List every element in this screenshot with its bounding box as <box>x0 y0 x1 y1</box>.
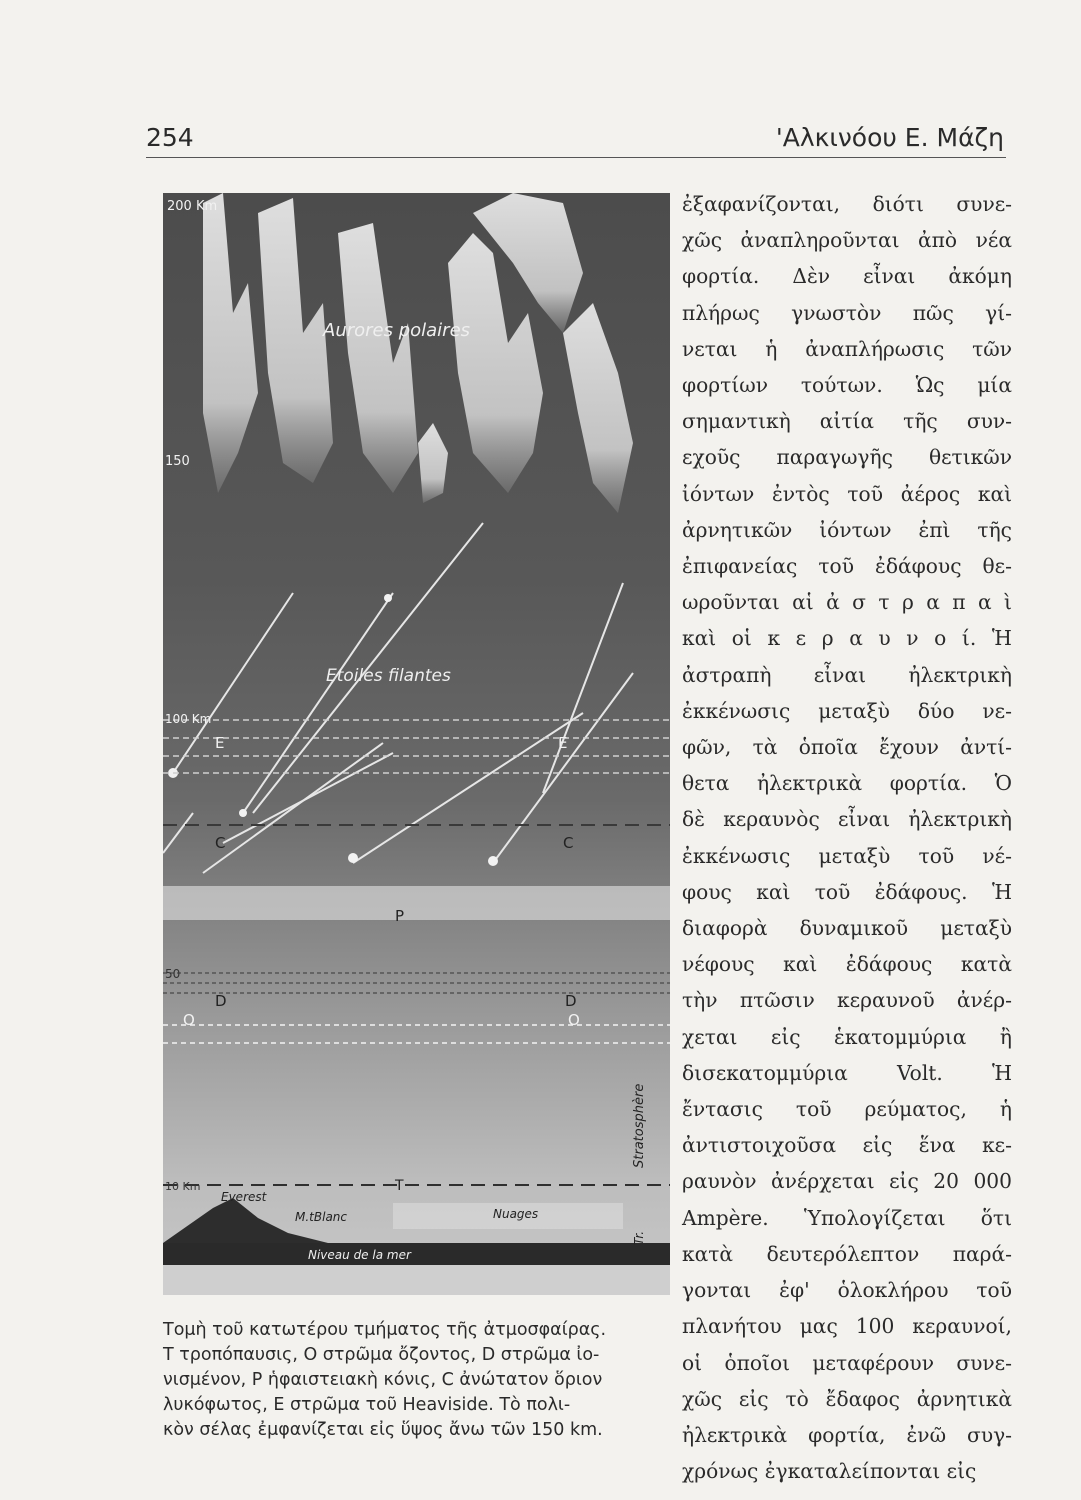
altitude-label-50: 50 <box>165 967 181 981</box>
body-line: τὴν πτῶσιν κεραυνοῦ ἀνέρ- <box>682 988 1012 1013</box>
body-line: ἐκκένωσις μεταξὺ δύο νε- <box>682 698 1012 723</box>
d-layer-label-left: D <box>215 992 227 1010</box>
body-line: ἀστραπὴ εἶναι ἠλεκτρικὴ <box>682 662 1012 687</box>
caption-line: λυκόφωτος, Ε στρῶμα τοῦ Heaviside. Τὸ πολι- <box>163 1395 571 1415</box>
caption-line: Τ τροπόπαυσις, Ο στρῶμα ὄζοντος, D στρῶμα ἰο- <box>163 1345 600 1365</box>
body-line: ραυνὸν ἀνέρχεται εἰς 20 000 <box>682 1169 1012 1194</box>
e-layer-label-right: E <box>558 734 568 752</box>
altitude-label-150: 150 <box>165 454 190 469</box>
body-line: ἐπιφανείας τοῦ ἐδάφους θε- <box>682 554 1012 579</box>
ground-band <box>163 1265 670 1295</box>
aurora-label: Aurores polaires <box>323 320 471 341</box>
altitude-label-100: 100 Km <box>165 712 212 726</box>
body-text-column <box>682 186 1012 1489</box>
body-line: ἀντιστοιχοῦσα εἰς ἕνα κε- <box>682 1133 1012 1158</box>
o-layer-label-right: O <box>568 1011 580 1029</box>
body-line: ἰόντων ἐντὸς τοῦ ἀέρος καὶ <box>682 481 1012 506</box>
troposphere-label: Tr. <box>632 1230 646 1245</box>
body-line: χῶς ἀναπληροῦνται ἀπὸ νέα <box>682 228 1012 253</box>
page-header <box>146 123 1004 159</box>
body-line: φορτίων τούτων. Ὡς μία <box>682 373 1012 398</box>
body-line: χρόνως ἐγκαταλείπονται εἰς <box>682 1459 977 1484</box>
clouds-label: Nuages <box>493 1207 539 1221</box>
body-line: οἱ ὁποῖοι μεταφέρουν συνε- <box>682 1350 1012 1375</box>
sea-level-label: Niveau de la mer <box>308 1248 411 1262</box>
body-line: ἠλεκτρικὰ φορτία, ἐνῶ συγ- <box>682 1422 1012 1447</box>
caption-line: νισμένον, Ρ ἡφαιστειακὴ κόνις, C ἀνώτατον ὅριον <box>163 1370 603 1390</box>
running-head: 'Αλκινόου Ε. Μάζη <box>775 123 1004 152</box>
body-line: σημαντικὴ αἰτία τῆς συν- <box>682 409 1012 434</box>
body-line: φορτία. Δὲν εἶναι ἀκόμη <box>682 264 1012 289</box>
body-line: νεται ἡ ἀναπλήρωσις τῶν <box>682 336 1012 361</box>
c-layer-label-right: C <box>563 834 574 852</box>
body-line: δὲ κεραυνὸς εἶναι ἠλεκτρικὴ <box>682 807 1012 832</box>
body-line: Ampère. Ὑπολογίζεται ὅτι <box>682 1205 1012 1230</box>
body-line: φῶν, τὰ ὁποῖα ἔχουν ἀντί- <box>682 735 1012 760</box>
sea-level-band <box>163 1243 670 1265</box>
everest-label: Everest <box>221 1190 267 1204</box>
body-line: πλανήτου μας 100 κεραυνοί, <box>682 1314 1012 1339</box>
body-line: θετα ἠλεκτρικὰ φορτία. Ὁ <box>682 771 1012 796</box>
tropopause-label: T <box>395 1178 404 1194</box>
volcanic-dust-band <box>163 886 670 920</box>
d-layer-label-right: D <box>565 992 577 1010</box>
body-line: ἔντασις τοῦ ρεύματος, ἡ <box>682 1097 1012 1122</box>
meteor-label: Etoiles filantes <box>326 666 451 686</box>
stratosphere-label: Stratosphère <box>632 1083 647 1168</box>
altitude-label-200: 200 Km <box>167 199 218 214</box>
body-line: φους καὶ τοῦ ἐδάφους. Ἡ <box>682 879 1012 904</box>
body-line: χῶς εἰς τὸ ἔδαφος ἀρνητικὰ <box>682 1386 1012 1411</box>
body-line: καὶ οἱ κ ε ρ α υ ν ο ί. Ἡ <box>682 626 1012 651</box>
body-line: ωροῦνται αἱ ἀ σ τ ρ α π α ὶ <box>682 590 1012 615</box>
o-layer-label-left: O <box>183 1011 195 1029</box>
body-line: ἐξαφανίζονται, διότι συνε- <box>682 192 1012 216</box>
header-rule <box>146 157 1006 158</box>
body-line: ἀρνητικῶν ἰόντων ἐπὶ τῆς <box>682 517 1012 542</box>
body-line: εχοῦς παραγωγῆς θετικῶν <box>682 445 1012 470</box>
mont-blanc-label: M.tBlanc <box>295 1210 347 1224</box>
page-number: 254 <box>146 123 194 152</box>
body-line: πλήρως γνωστὸν πῶς γί- <box>682 300 1012 325</box>
body-line: ἐκκένωσις μεταξὺ τοῦ νέ- <box>682 843 1012 868</box>
c-layer-label-left: C <box>215 834 226 852</box>
body-line: δισεκατομμύρια Volt. Ἡ <box>682 1060 1012 1085</box>
body-line: χεται εἰς ἑκατομμύρια ἢ <box>682 1024 1012 1049</box>
p-layer-label: P <box>395 907 405 925</box>
body-line: γονται ἐφ' ὁλοκλήρου τοῦ <box>682 1278 1012 1303</box>
caption-line: Τομὴ τοῦ κατωτέρου τμήματος τῆς ἀτμοσφαίρας. <box>163 1320 607 1340</box>
body-line: κατὰ δευτερόλεπτον παρά- <box>682 1241 1012 1266</box>
figure-caption <box>163 1318 673 1443</box>
body-line: νέφους καὶ ἐδάφους κατὰ <box>682 952 1012 977</box>
altitude-label-10: 10 Km <box>165 1180 201 1193</box>
atmosphere-figure <box>163 193 670 1295</box>
body-line: διαφορὰ δυναμικοῦ μεταξὺ <box>682 916 1012 941</box>
e-layer-label-left: E <box>215 734 225 752</box>
caption-line: κὸν σέλας ἐμφανίζεται εἰς ὕψος ἄνω τῶν 150 km. <box>163 1420 603 1440</box>
